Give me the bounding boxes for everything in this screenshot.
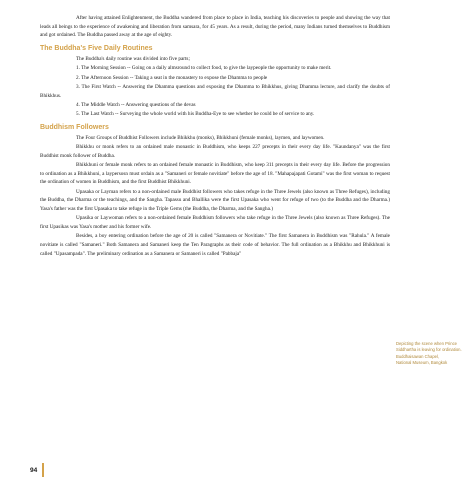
routine-item: 2. The Afternoon Session -- Taking a seat in the monastery to expose the Dhamma to people bbox=[76, 74, 268, 81]
routine-item: 5. The Last Watch -- Surveying the whole world with his Buddha-Eye to see whether he could be of service to any. bbox=[76, 111, 315, 118]
routine-item: 3. The First Watch -- Answering the Dhamma questions and exposing the Dhamma to Bhikkhus, giving Dhamma lecture, and clarify the doubts of Bhikkhus. bbox=[40, 83, 390, 99]
image-caption bbox=[396, 341, 462, 367]
followers-paragraph: Bhikkhuni or female monk refers to an ordained female monastic in Buddhism, who keep 311 precepts in their every day life. Before the progression to ordination as a Bhikkhuni, a laypersosn must ordain as a "Samaneri or female novitiate" before the age of 18. "Mahapajapati Gotami" was the first woman to request the ordination of women in Buddhism, and the first Buddhist Bhikkhuni. bbox=[40, 162, 390, 186]
caption-line: Depicting the scene when Prince bbox=[396, 341, 457, 346]
main-text-column bbox=[40, 14, 390, 258]
routine-item: 4. The Middle Watch -- Answering questions of the devas bbox=[76, 101, 196, 108]
followers-paragraph: Besides, a boy entering ordination before the age of 20 is called "Samanera or Novitiate." The first Samanera in Buddhism was "Rahula." A female novitiate is called "Samaneri." Both Samanera and Samaneri keep the Ten Paragraphs as their code of behavior. The full ordination as a Bhikkhu and Bhikkhuni is called "Upasampada". The preliminary ordination as a Samanera or Samaneri is called "Pabbaja" bbox=[40, 233, 390, 257]
followers-paragraph: Bhikkhu or monk refers to an ordained male monastic in Buddhism, who keeps 227 precepts in their every day life. "Kaundanya" was the first Buddhist monk follower of Buddha. bbox=[40, 144, 390, 159]
page-number-bar bbox=[42, 463, 44, 477]
routine-item: 1. The Morning Session -- Going on a daily almsround to collect food, to give the laypeople the opportunity to make merit. bbox=[76, 65, 332, 72]
caption-line: Buddhaisawan Chapel, bbox=[396, 353, 440, 359]
followers-paragraph: The Four Groups of Buddhist Followers include Bhikkhu (monks), Bhikkhuni (female monks), laymen, and laywomen. bbox=[76, 134, 325, 141]
page-number: 94 bbox=[30, 467, 38, 474]
followers-paragraph: Upasika or Laywoman refers to a non-ordained female Buddhism followers who take refuge in the Three Jewels (also known as Three Refuges). The first Upasikas was Yasa's mother and his former wife. bbox=[40, 215, 390, 231]
intro-paragraph: After having attained Enlightenment, the Buddha wandered from place to place in India, teaching his discoveries to people and showing the way that leads all beings to the experience of awakening and liberation from samsara, for 45 years. As a result, during the period, many Indians turned themselves to Buddhism and got ordained. The Buddha passed away at the age of eighty. bbox=[40, 15, 390, 39]
followers-paragraph: Upasaka or Layman refers to a non-ordained male Buddhist followers who takes refuge in the Three Jewels (also known as Three Refuges), including the Buddha, the Dharma or the teachings, and the Sangha. Tapassu and Bhallika were the first Upasaka who went for refuge of two (to the Buddha and the Dharma.) Yasa's father was the first Upasaka to take refuge in the Triple Gems (the Buddha, the Dharma, and the Sangha.) bbox=[40, 188, 390, 213]
caption-line: Siddhartha is leaving for ordination. bbox=[396, 347, 462, 353]
routines-heading: The Buddha's Five Daily Routines bbox=[40, 44, 153, 52]
followers-heading: Buddhism Followers bbox=[40, 123, 109, 131]
routines-lead: The Buddha's daily routine was divided into five parts; bbox=[76, 55, 190, 62]
caption-line: National Museum, Bangkok bbox=[396, 360, 448, 366]
